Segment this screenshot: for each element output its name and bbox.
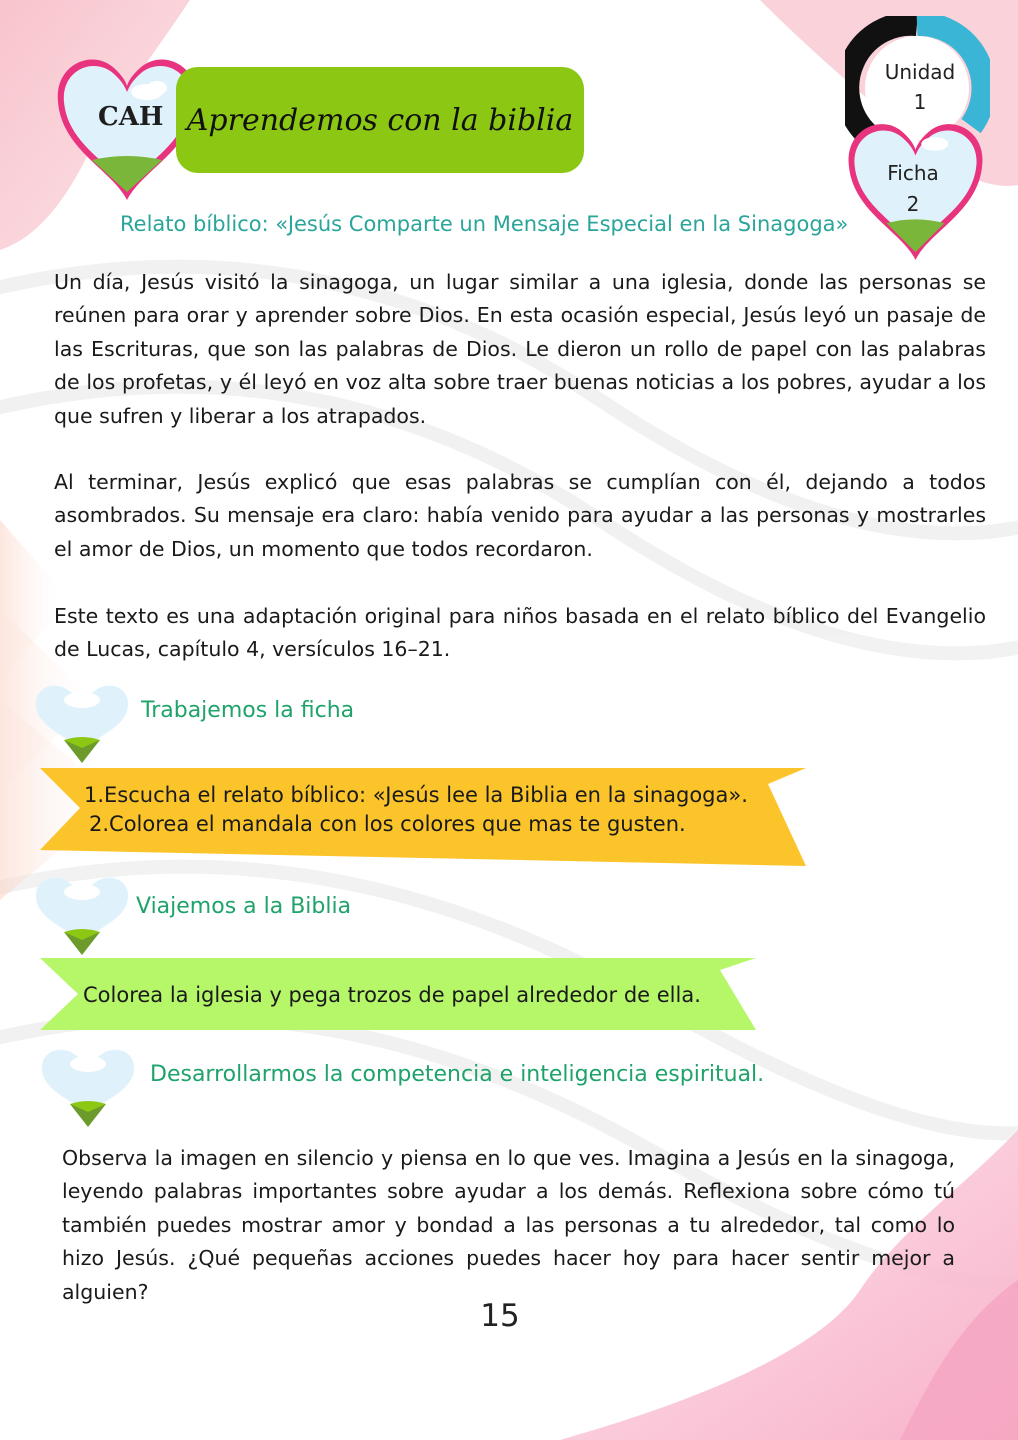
section-heart-icon — [32, 870, 132, 960]
title-bar — [176, 67, 584, 173]
page-number: 15 — [480, 1298, 520, 1334]
work-instruction-1: 1.Escucha el relato bíblico: «Jesús lee la Biblia en la sinagoga». — [84, 783, 748, 807]
badge-text: CAH — [98, 102, 164, 132]
section-heart-icon — [32, 678, 132, 768]
develop-paragraph: Observa la imagen en silencio y piensa en lo que ves. Imagina a Jesús en la sinagoga, leyendo palabras importantes sobre ayudar a los demás. Reflexiona sobre cómo tú también puedes mostrar amor y bondad a las personas a tu alrededor, tal como lo hizo Jesús. ¿Qué pequeñas acciones puedes hacer hoy para hacer sentir mejor a alguien? — [62, 1146, 955, 1304]
story-paragraph-1: Un día, Jesús visitó la sinagoga, un lugar similar a una iglesia, donde las personas se reúnen para orar y aprender sobre Dios. En esta ocasión especial, Jesús leyó un pasaje de las Escrituras, que son las palabras de Dios. Le dieron un rollo de papel con las palabras de los profetas, y él leyó en voz alta sobre traer buenas noticias a los pobres, ayudar a los que sufren y liberar a los atrapados. — [54, 270, 986, 428]
section-heart-icon — [38, 1042, 138, 1132]
story-subtitle: Relato bíblico: «Jesús Comparte un Mensaje Especial en la Sinagoga» — [120, 212, 849, 236]
work-instruction-2: 2.Colorea el mandala con los colores que mas te gusten. — [89, 812, 686, 836]
section-title-work: Trabajemos la ficha — [141, 698, 355, 723]
page-title: Aprendemos con la biblia — [186, 102, 574, 138]
sheet-number: 2 — [906, 192, 920, 216]
story-paragraph-3: Este texto es una adaptación original para niños basada en el relato bíblico del Evangelio de Lucas, capítulo 4, versículos 16–21. — [54, 604, 986, 662]
unit-number: 1 — [913, 90, 927, 114]
section-title-travel: Viajemos a la Biblia — [136, 894, 352, 919]
sheet-heart-icon — [843, 105, 988, 265]
unit-label: Unidad — [884, 60, 956, 84]
sheet-label: Ficha — [887, 161, 939, 185]
section-title-develop: Desarrollarmos la competencia e inteligencia espiritual. — [150, 1062, 765, 1087]
story-paragraph-2: Al terminar, Jesús explicó que esas palabras se cumplían con él, dejando a todos asombrados. Su mensaje era claro: había venido para ayudar a las personas y mostrarles el amor de Dios, un momento que todos recordaron. — [54, 470, 986, 561]
travel-instruction-1: Colorea la iglesia y pega trozos de papel alrededor de ella. — [83, 983, 701, 1007]
